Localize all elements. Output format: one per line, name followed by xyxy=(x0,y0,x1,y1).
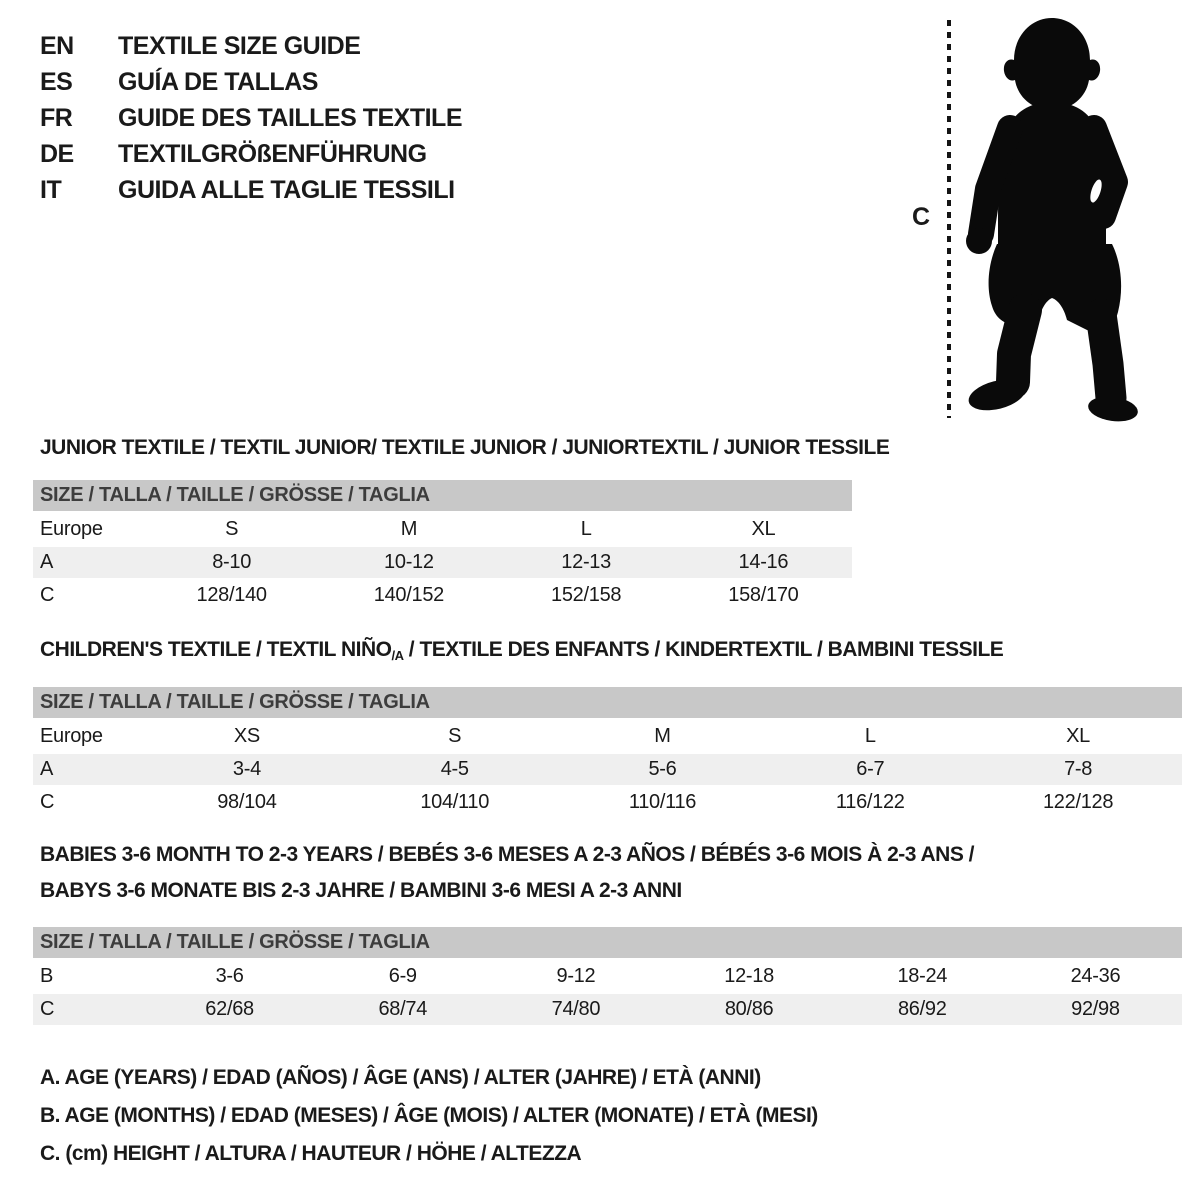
table-row xyxy=(33,994,1182,1025)
size-cell: 5-6 xyxy=(648,758,677,780)
size-table-header: SIZE / TALLA / TAILLE / GRÖSSE / TAGLIA xyxy=(33,687,1182,718)
language-row-it xyxy=(40,172,462,208)
size-cell: 6-7 xyxy=(856,758,885,780)
table-row xyxy=(33,787,1182,818)
guide-title: GUÍA DE TALLAS xyxy=(118,67,318,96)
language-code: DE xyxy=(40,139,74,168)
babies-heading-line2: BABYS 3-6 MONATE BIS 2-3 JAHRE / BAMBINI 3-6 MESI A 2-3 ANNI xyxy=(40,879,682,902)
size-cell: 80/86 xyxy=(724,998,774,1020)
size-cell: 98/104 xyxy=(217,791,277,813)
row-label: A xyxy=(40,551,54,573)
language-row-es xyxy=(40,64,462,100)
size-cell: 7-8 xyxy=(1064,758,1093,780)
size-table-header: SIZE / TALLA / TAILLE / GRÖSSE / TAGLIA xyxy=(33,480,852,511)
size-cell: 8-10 xyxy=(212,551,252,573)
size-cell: XS xyxy=(233,725,260,747)
note-height-cm: C. (cm) HEIGHT / ALTURA / HAUTEUR / HÖHE / ALTEZZA xyxy=(40,1142,582,1165)
row-label: C xyxy=(40,791,55,813)
row-label: B xyxy=(40,965,54,987)
size-cell: 74/80 xyxy=(551,998,601,1020)
size-cell: 110/116 xyxy=(628,791,697,813)
size-cell: 10-12 xyxy=(384,551,434,573)
row-label: C xyxy=(40,584,55,606)
size-cell: 12-13 xyxy=(561,551,611,573)
size-cell: 116/122 xyxy=(835,791,905,813)
size-cell: 104/110 xyxy=(420,791,490,813)
size-cell: 6-9 xyxy=(388,965,417,987)
size-cell: 68/74 xyxy=(378,998,428,1020)
height-measure-label: C xyxy=(912,203,931,231)
size-cell: 158/170 xyxy=(728,584,799,606)
table-row xyxy=(33,547,852,578)
children-heading-part2: / TEXTILE DES ENFANTS / KINDERTEXTIL / BAMBINI TESSILE xyxy=(403,638,1004,661)
size-cell: 62/68 xyxy=(205,998,254,1020)
legend-notes xyxy=(40,1059,818,1173)
language-row-de xyxy=(40,136,462,172)
table-row xyxy=(33,721,1182,752)
babies-heading-line1: BABIES 3-6 MONTH TO 2-3 YEARS / BEBÉS 3-6 MESES A 2-3 AÑOS / BÉBÉS 3-6 MOIS À 2-3 ANS / xyxy=(40,843,975,866)
table-row xyxy=(33,580,852,611)
size-cell: 86/92 xyxy=(897,998,947,1020)
row-label: A xyxy=(40,758,54,780)
babies-size-table xyxy=(33,927,1182,1027)
size-cell: S xyxy=(448,725,462,747)
table-row xyxy=(33,961,1182,992)
table-row xyxy=(33,754,1182,785)
size-table-header: SIZE / TALLA / TAILLE / GRÖSSE / TAGLIA xyxy=(33,927,1182,958)
size-cell: 128/140 xyxy=(196,584,267,606)
row-label: Europe xyxy=(40,725,103,747)
size-cell: 12-18 xyxy=(724,965,774,987)
size-cell: 122/128 xyxy=(1042,791,1114,813)
size-cell: L xyxy=(580,518,592,540)
language-code: FR xyxy=(40,103,73,132)
size-cell: M xyxy=(654,725,671,747)
height-dashed-line xyxy=(947,20,951,418)
size-cell: 3-4 xyxy=(232,758,261,780)
language-title-block xyxy=(40,28,462,208)
size-cell: 14-16 xyxy=(738,551,789,573)
size-cell: 152/158 xyxy=(551,584,622,606)
size-cell: 9-12 xyxy=(556,965,596,987)
size-cell: S xyxy=(225,518,239,540)
table-row xyxy=(33,514,852,545)
children-size-table xyxy=(33,687,1182,820)
row-label: C xyxy=(40,998,55,1020)
size-cell: 3-6 xyxy=(215,965,244,987)
size-cell: XL xyxy=(751,518,776,540)
children-heading-part1: CHILDREN'S TEXTILE / TEXTIL NIÑO xyxy=(40,638,392,661)
note-age-months: B. AGE (MONTHS) / EDAD (MESES) / ÂGE (MOIS) / ALTER (MONATE) / ETÀ (MESI) xyxy=(40,1104,818,1127)
size-cell: 92/98 xyxy=(1071,998,1120,1020)
note-age-years: A. AGE (YEARS) / EDAD (AÑOS) / ÂGE (ANS) / ALTER (JAHRE) / ETÀ (ANNI) xyxy=(40,1066,761,1089)
size-cell: L xyxy=(864,725,876,747)
language-row-fr xyxy=(40,100,462,136)
size-cell: 4-5 xyxy=(440,758,469,780)
children-section-heading xyxy=(40,638,1003,663)
size-cell: 140/152 xyxy=(373,584,444,606)
language-code: IT xyxy=(40,175,62,204)
size-cell: 18-24 xyxy=(897,965,948,987)
babies-section-heading xyxy=(40,843,974,915)
junior-section-heading: JUNIOR TEXTILE / TEXTIL JUNIOR/ TEXTILE JUNIOR / JUNIORTEXTIL / JUNIOR TESSILE xyxy=(40,436,890,459)
row-label: Europe xyxy=(40,518,103,540)
toddler-silhouette-icon xyxy=(955,14,1140,424)
guide-title: TEXTILGRÖßENFÜHRUNG xyxy=(118,139,427,168)
guide-title: TEXTILE SIZE GUIDE xyxy=(118,31,361,60)
language-code: ES xyxy=(40,67,73,96)
size-cell: M xyxy=(400,518,418,540)
language-row-en xyxy=(40,28,462,64)
size-cell: XL xyxy=(1066,725,1091,747)
size-cell: 24-36 xyxy=(1070,965,1121,987)
guide-title: GUIDA ALLE TAGLIE TESSILI xyxy=(118,175,455,204)
children-heading-subscript: /A xyxy=(391,648,404,663)
guide-title: GUIDE DES TAILLES TEXTILE xyxy=(118,103,463,132)
junior-size-table xyxy=(33,480,852,613)
language-code: EN xyxy=(40,31,74,60)
